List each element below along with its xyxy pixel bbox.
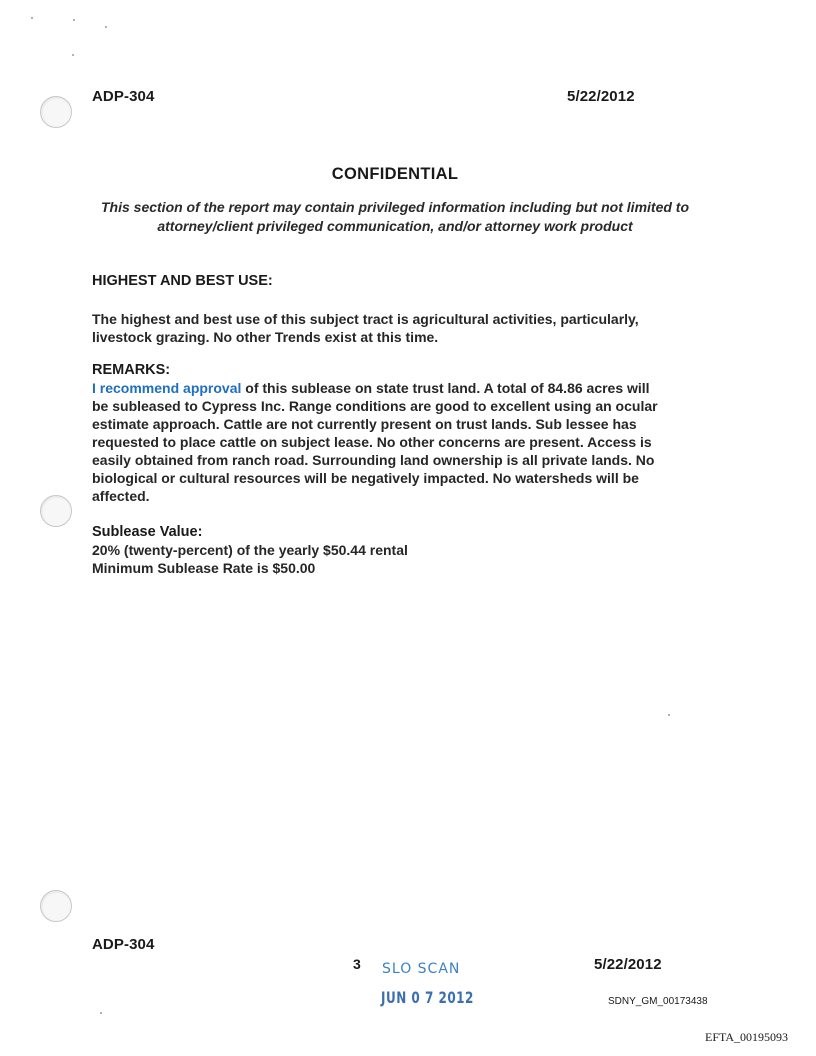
sublease-value-text xyxy=(92,541,732,577)
paragraph-line: estimate approach. Cattle are not currently present on trust lands. Sub lessee has xyxy=(92,416,637,432)
sublease-line: 20% (twenty-percent) of the yearly $50.44 rental xyxy=(92,542,408,558)
paragraph-line: requested to place cattle on subject lease. No other concerns are present. Access is xyxy=(92,434,652,450)
sublease-value-heading: Sublease Value: xyxy=(92,524,203,540)
paragraph-line xyxy=(92,379,732,397)
sublease-rate-label: Minimum Sublease Rate is xyxy=(92,560,273,576)
header-doc-id: ADP-304 xyxy=(92,88,155,105)
scan-stamp-date: JUN 0 7 2012 xyxy=(381,988,474,1007)
privilege-notice xyxy=(60,198,730,236)
paragraph-line-rest: of this sublease on state trust land. A total of 84.86 acres will xyxy=(241,380,650,396)
confidential-title: CONFIDENTIAL xyxy=(331,165,459,183)
scan-speck xyxy=(73,19,75,21)
scan-speck xyxy=(105,26,107,28)
binder-hole xyxy=(40,890,72,922)
remarks-heading: REMARKS: xyxy=(92,362,171,378)
paragraph-line: The highest and best use of this subject tract is agricultural activities, particularly, xyxy=(92,311,639,327)
footer-date: 5/22/2012 xyxy=(594,956,662,973)
highest-best-use-heading: HIGHEST AND BEST USE: xyxy=(92,273,273,289)
recommend-approval-highlight: I recommend approval xyxy=(92,380,242,396)
page-number: 3 xyxy=(353,956,361,972)
paragraph-line: biological or cultural resources will be negatively impacted. No watersheds will be xyxy=(92,470,639,486)
highest-best-use-text xyxy=(92,310,722,346)
sublease-line xyxy=(92,559,732,577)
privilege-notice-line: This section of the report may contain privileged information including but not limited to xyxy=(100,199,690,215)
remarks-text xyxy=(92,379,732,505)
scan-speck xyxy=(72,54,74,56)
bates-number: SDNY_GM_00173438 xyxy=(608,996,708,1007)
binder-hole xyxy=(40,96,72,128)
sublease-rate-value: $50.00 xyxy=(272,560,316,576)
paragraph-line: livestock grazing. No other Trends exist at this time. xyxy=(92,329,439,345)
paragraph-line: easily obtained from ranch road. Surrounding land ownership is all private lands. No xyxy=(92,452,655,468)
header-date: 5/22/2012 xyxy=(567,88,635,105)
scan-speck xyxy=(31,17,33,19)
binder-hole xyxy=(40,495,72,527)
scan-speck xyxy=(100,1012,102,1014)
efta-number: EFTA_00195093 xyxy=(705,1030,789,1044)
paragraph-line: affected. xyxy=(92,488,150,504)
footer-doc-id: ADP-304 xyxy=(92,936,155,953)
scan-stamp-text: SLO SCAN xyxy=(382,961,461,977)
paragraph-line: be subleased to Cypress Inc. Range conditions are good to excellent using an ocular xyxy=(92,398,658,414)
scan-speck xyxy=(668,714,670,716)
privilege-notice-line: attorney/client privileged communication, and/or attorney work product xyxy=(157,218,633,234)
